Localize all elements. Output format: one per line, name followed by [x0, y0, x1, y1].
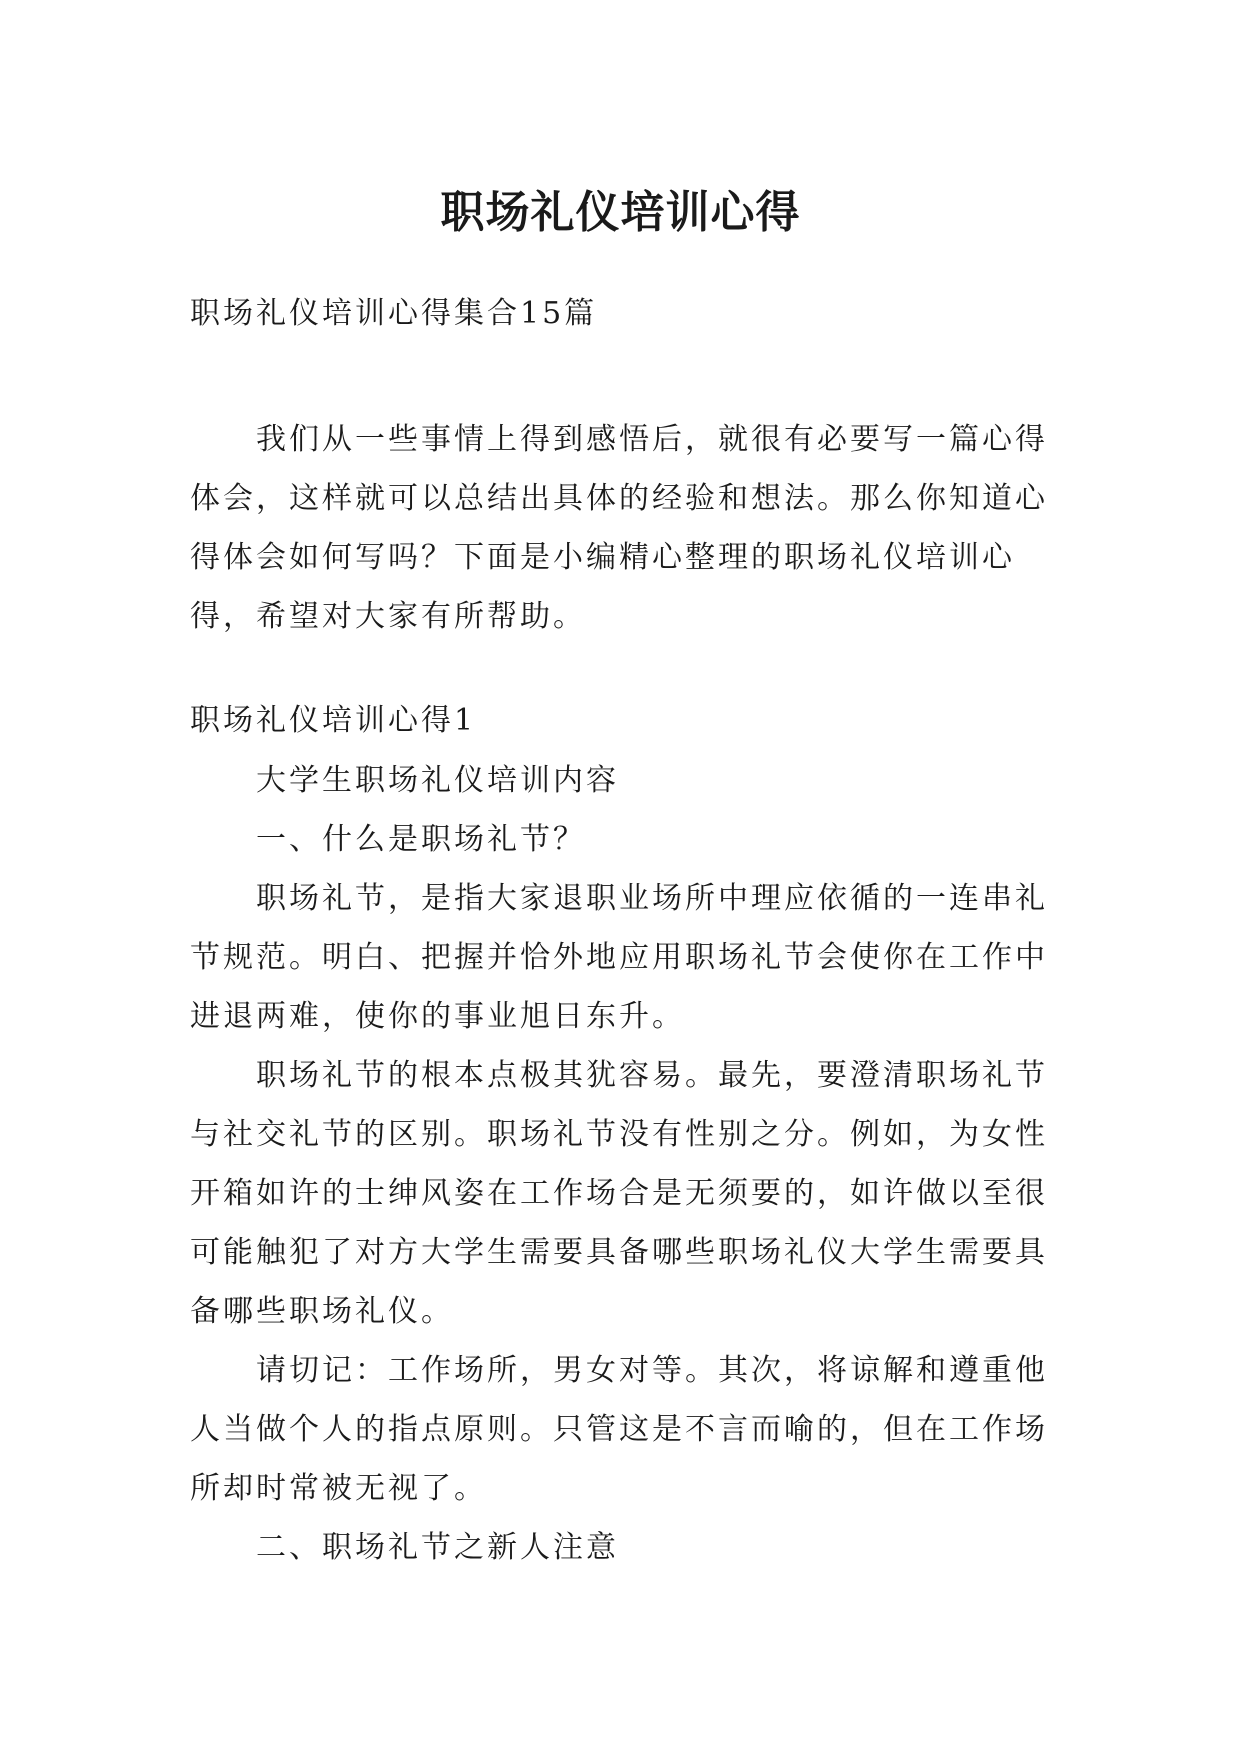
document-subtitle: 职场礼仪培训心得集合15篇	[190, 296, 598, 331]
section-heading: 职场礼仪培训心得1	[190, 703, 477, 738]
section-body	[190, 751, 1050, 1577]
body-paragraph: 职场礼节的根本点极其犹容易。最先，要澄清职场礼节与社交礼节的区别。职场礼节没有性别之分。例如，为女性开箱如许的士绅风姿在工作场合是无须要的，如许做以至很可能触犯了对方大学生需要具备哪些职场礼仪大学生需要具备哪些职场礼仪。	[190, 1058, 1048, 1329]
body-paragraph: 二、职场礼节之新人注意	[256, 1530, 619, 1565]
intro-paragraph: 我们从一些事情上得到感悟后，就很有必要写一篇心得体会，这样就可以总结出具体的经验和想法。那么你知道心得体会如何写吗？下面是小编精心整理的职场礼仪培训心得，希望对大家有所帮助。	[190, 422, 1048, 634]
body-paragraph: 职场礼节，是指大家退职业场所中理应依循的一连串礼节规范。明白、把握并恰外地应用职场礼节会使你在工作中进退两难，使你的事业旭日东升。	[190, 881, 1048, 1034]
body-paragraph: 大学生职场礼仪培训内容	[256, 763, 619, 798]
body-paragraph: 请切记：工作场所，男女对等。其次，将谅解和遵重他人当做个人的指点原则。只管这是不言而喻的，但在工作场所却时常被无视了。	[190, 1353, 1048, 1506]
document-title: 职场礼仪培训心得	[440, 187, 801, 239]
body-paragraph: 一、什么是职场礼节？	[256, 822, 586, 857]
